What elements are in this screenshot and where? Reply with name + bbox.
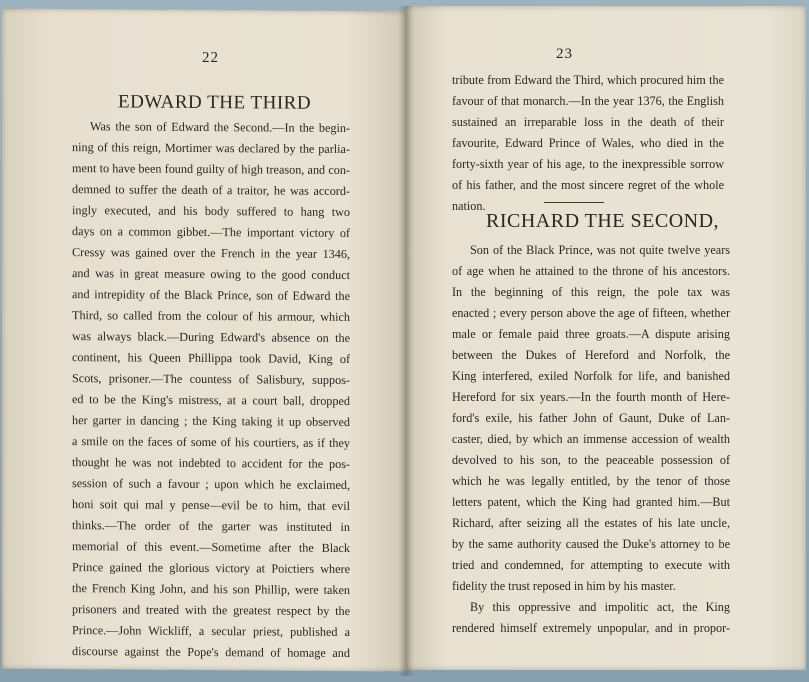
- text-line: ed to be the King's mistress, at a court ball, dropped: [72, 392, 350, 409]
- text-line: Richard, after seizing all the estates of his late uncle,: [452, 516, 730, 530]
- left-page-number: 22: [202, 49, 219, 67]
- text-line: nation.: [452, 199, 486, 213]
- text-line: Was the son of Edward the Second.—In the begin-: [90, 119, 350, 136]
- text-line: continent, his Queen Phillippa took David, King of: [72, 350, 350, 367]
- text-line: memorial of this event.—Sometime after the Black: [72, 539, 350, 556]
- left-page: [2, 9, 406, 672]
- text-line: sustained an irreparable loss in the death of their: [452, 115, 724, 129]
- text-line: caster, died, by which an immense accession of wealth: [452, 432, 730, 446]
- text-line: Prince gained the glorious victory at Poictiers where: [72, 560, 350, 577]
- text-line: session of such a favour ; upon which he exclaimed,: [72, 476, 350, 493]
- right-page-number: 23: [556, 46, 573, 62]
- text-line: Scots, prisoner.—The countess of Salisbury, suppos-: [72, 371, 350, 388]
- right-page: [406, 6, 806, 670]
- text-line: fidelity the trust reposed in him by his master.: [452, 579, 676, 593]
- text-line: discourse against the Pope's demand of homage and: [72, 644, 350, 661]
- text-line: and intrepidity of the Black Prince, son of Edward the: [72, 287, 350, 304]
- text-line: thinks.—The order of the garter was instituted in: [72, 518, 350, 535]
- text-line: a smile on the faces of some of his courtiers, as if they: [72, 434, 350, 451]
- text-line: favourite, Edward Prince of Wales, who died in the: [452, 136, 724, 150]
- text-line: ford's exile, his father John of Gaunt, Duke of Lan-: [452, 411, 730, 425]
- text-line: tribute from Edward the Third, which procured him the: [452, 73, 724, 87]
- text-line: ingly executed, and his body suffered to hang two: [72, 203, 350, 220]
- text-line: of age when he attained to the throne of his ancestors.: [452, 264, 730, 278]
- text-line: between the Dukes of Hereford and Norfolk, the: [452, 348, 730, 362]
- text-line: Prince.—John Wickliff, a secular priest, published a: [72, 623, 350, 640]
- text-line: male or female paid three groats.—A dispute arising: [452, 327, 730, 341]
- text-line: Third, so called from the colour of his armour, which: [72, 308, 350, 325]
- text-line: which he was legally entitled, by the tenor of those: [452, 474, 730, 488]
- text-line: letters patent, which the King had granted him.—But: [452, 495, 730, 509]
- text-line: the French King John, and his son Phillip, were taken: [72, 581, 350, 598]
- text-line: enacted ; every person above the age of fifteen, whether: [452, 306, 730, 320]
- text-line: prisoners and treated with the greatest respect by the: [72, 602, 350, 619]
- text-line: of his father, and the most sincere regret of the whole: [452, 178, 724, 192]
- text-line: her garter in dancing ; the King taking it up observed: [72, 413, 350, 430]
- text-line: Hereford for six years.—In the fourth month of Here-: [452, 390, 730, 404]
- text-line: Cressy was gained over the French in the year 1346,: [72, 245, 350, 262]
- right-page-continued-text: [452, 70, 724, 217]
- text-line: days on a common gibbet.—The important victory of: [72, 224, 350, 241]
- text-line: was always black.—During Edward's absence on the: [72, 329, 350, 346]
- text-line: tried and condemned, for attempting to execute with: [452, 558, 730, 572]
- text-line: By this oppressive and impolitic act, the King: [470, 600, 730, 614]
- text-line: thought he was not indebted to accident for the pos-: [72, 455, 350, 472]
- text-line: favour of that monarch.—In the year 1376, the English: [452, 94, 724, 108]
- left-page-heading: EDWARD THE THIRD: [118, 91, 312, 114]
- text-line: rendered himself extremely unpopular, and in propor-: [452, 621, 730, 635]
- text-line: In the beginning of this reign, the pole tax was: [452, 285, 730, 299]
- text-line: Son of the Black Prince, was not quite twelve years: [470, 243, 730, 257]
- text-line: demned to suffer the death of a traitor, he was accord-: [72, 182, 350, 199]
- text-line: forty-sixth year of his age, to the inexpressible sorrow: [452, 157, 724, 171]
- right-page-heading: RICHARD THE SECOND,: [486, 210, 720, 232]
- text-line: ment to have been found guilty of high treason, and con-: [72, 161, 350, 178]
- text-line: ning of this reign, Mortimer was declared by the parlia-: [72, 140, 350, 157]
- text-line: and was in great measure owing to the good conduct: [72, 266, 350, 283]
- left-page-text: [72, 116, 350, 664]
- section-divider: [544, 202, 604, 203]
- text-line: King interfered, exiled Norfolk for life, and banished: [452, 369, 730, 383]
- text-line: devolved to his son, to the peaceable possession of: [452, 453, 730, 467]
- right-page-text: [452, 240, 730, 639]
- book-gutter: [398, 6, 414, 676]
- text-line: by the same authority caused the Duke's attorney to be: [452, 537, 730, 551]
- text-line: honi soit qui mal y pense—evil be to him, that evil: [72, 497, 350, 514]
